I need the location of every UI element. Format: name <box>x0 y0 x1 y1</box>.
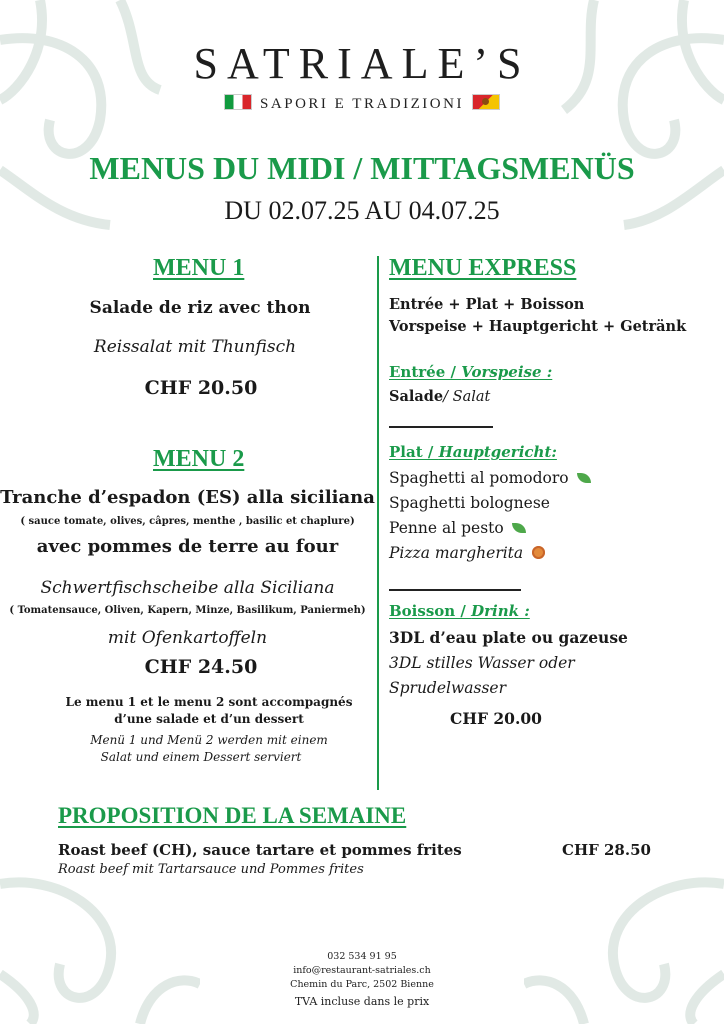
menu1-dish-de: Reissalat mit Thunfisch <box>93 337 297 357</box>
plat-item-1 <box>389 469 591 487</box>
tagline-text: SAPORI E TRADIZIONI <box>260 96 464 112</box>
menu2-heading: MENU 2 <box>153 446 245 472</box>
plat-item-4-text: Pizza margherita <box>389 544 524 562</box>
note-fr-line1: Le menu 1 et le menu 2 sont accompagnés <box>65 695 353 709</box>
menu1-heading: MENU 1 <box>153 255 245 281</box>
express-line-fr: Entrée + Plat + Boisson <box>389 296 585 313</box>
menu2-details-de: ( Tomatensauce, Oliven, Kapern, Minze, Basilikum, Paniermeh) <box>9 605 366 616</box>
page-title: MENUS DU MIDI / MITTAGSMENÜS <box>89 150 635 186</box>
plat-item-4 <box>389 544 545 562</box>
divider-entree <box>389 426 493 428</box>
tagline <box>0 94 724 113</box>
express-price: CHF 20.00 <box>450 709 542 728</box>
entree-heading <box>389 363 552 381</box>
plat-item-1-text: Spaghetti al pomodoro <box>389 469 569 487</box>
italy-flag-icon <box>224 94 252 110</box>
divider-plat <box>389 589 521 591</box>
entree-heading-de: Vorspeise : <box>461 363 553 381</box>
plat-item-3-text: Penne al pesto <box>389 519 504 537</box>
plat-heading-fr: Plat / <box>389 443 439 461</box>
menu2-dish-de: Schwertfischscheibe alla Siciliana <box>40 578 335 598</box>
proposition-price: CHF 28.50 <box>562 841 651 859</box>
note-de-line2: Salat und einem Dessert serviert <box>100 750 302 764</box>
express-heading: MENU EXPRESS <box>389 255 577 281</box>
boisson-de-2: Sprudelwasser <box>389 679 506 697</box>
pizza-icon <box>532 546 545 559</box>
boisson-heading <box>389 602 530 620</box>
menu2-side-fr: avec pommes de terre au four <box>36 536 339 557</box>
plat-heading <box>389 443 557 461</box>
plat-heading-de: Hauptgericht: <box>438 443 557 461</box>
note-fr-line2: d’une salade et d’un dessert <box>114 712 304 726</box>
plat-item-3 <box>389 519 526 537</box>
boisson-heading-fr: Boisson / <box>389 602 472 620</box>
entree-item-de: / Salat <box>443 389 491 405</box>
menu2-price: CHF 24.50 <box>144 656 258 678</box>
leaf-icon <box>512 523 526 533</box>
sicily-flag-icon <box>472 94 500 110</box>
entree-heading-fr: Entrée / <box>389 363 462 381</box>
plat-item-2: Spaghetti bolognese <box>389 494 550 512</box>
menu1-price: CHF 20.50 <box>144 377 258 399</box>
footer-tva: TVA incluse dans le prix <box>294 995 430 1008</box>
entree-item-fr: Salade <box>389 388 444 405</box>
leaf-icon <box>577 473 591 483</box>
proposition-heading: PROPOSITION DE LA SEMAINE <box>58 803 407 828</box>
proposition-dish-de: Roast beef mit Tartarsauce und Pommes frites <box>58 862 364 877</box>
entree-item <box>389 388 490 405</box>
menu2-dish-fr: Tranche d’espadon (ES) alla siciliana <box>0 487 375 508</box>
menu2-details-fr: ( sauce tomate, olives, câpres, menthe , basilic et chaplure) <box>20 516 355 527</box>
menu1-dish-fr: Salade de riz avec thon <box>89 298 311 318</box>
express-line-de: Vorspeise + Hauptgericht + Getränk <box>389 318 687 335</box>
boisson-de-1: 3DL stilles Wasser oder <box>389 654 575 672</box>
boisson-fr: 3DL d’eau plate ou gazeuse <box>389 628 628 647</box>
proposition-dish-fr: Roast beef (CH), sauce tartare et pommes frites <box>58 841 462 859</box>
date-range: DU 02.07.25 AU 04.07.25 <box>224 196 500 225</box>
footer-phone: 032 534 91 95 <box>327 951 397 962</box>
restaurant-logo: SATRIALE’S <box>193 39 531 88</box>
note-de-line1: Menü 1 und Menü 2 werden mit einem <box>90 733 328 747</box>
boisson-heading-de: Drink : <box>471 602 530 620</box>
footer-address: Chemin du Parc, 2502 Bienne <box>290 979 434 990</box>
footer-email: info@restaurant-satriales.ch <box>293 965 431 976</box>
menu2-side-de: mit Ofenkartoffeln <box>107 628 268 648</box>
